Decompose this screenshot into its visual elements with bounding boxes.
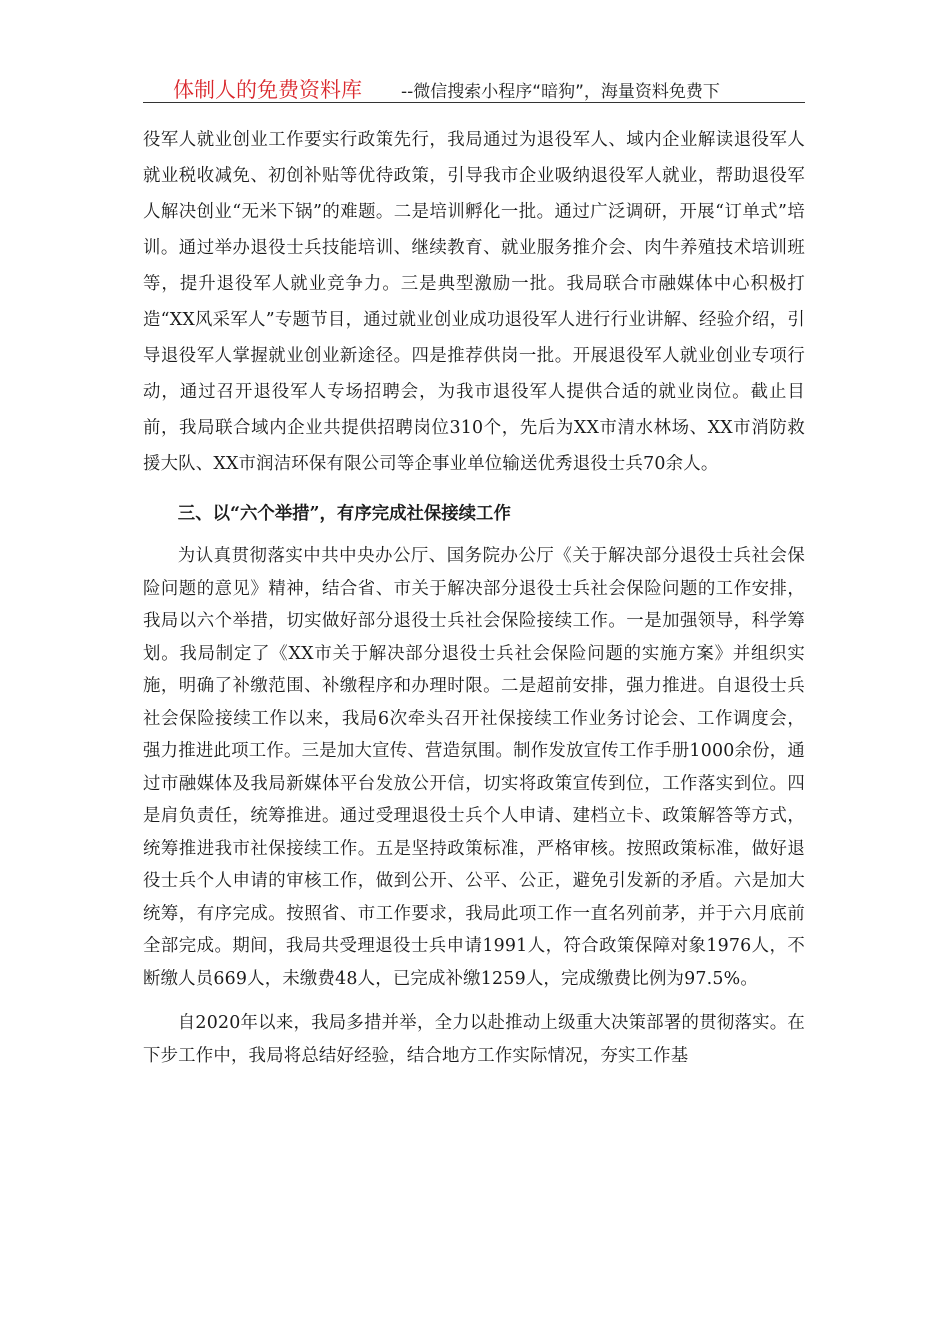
paragraph-gap [143,995,805,1007]
document-body [143,122,805,1072]
header-note: --微信搜索小程序“暗狗”，海量资料免费下 [401,82,720,102]
page-header [143,72,805,103]
paragraph-employment: 役军人就业创业工作要实行政策先行，我局通过为退役军人、域内企业解读退役军人就业税收减免、初创补贴等优待政策，引导我市企业吸纳退役军人就业，帮助退役军人解决创业“无米下锅”的难题。二是培训孵化一批。通过广泛调研，开展“订单式”培训。通过举办退役士兵技能培训、继续教育、就业服务推介会、肉牛养殖技术培训班等，提升退役军人就业竞争力。三是典型激励一批。我局联合市融媒体中心积极打造“XX风采军人”专题节目，通过就业创业成功退役军人进行行业讲解、经验介绍，引导退役军人掌握就业创业新途径。四是推荐供岗一批。开展退役军人就业创业专项行动，通过召开退役军人专场招聘会，为我市退役军人提供合适的就业岗位。截止目前，我局联合域内企业共提供招聘岗位310个，先后为XX市清水林场、XX市消防救援大队、XX市润洁环保有限公司等企事业单位输送优秀退役士兵70余人。 [143,130,805,474]
section-heading-3: 三、以“六个举措”，有序完成社保接续工作 [177,504,511,524]
paragraph-social-insurance: 为认真贯彻落实中共中央办公厅、国务院办公厅《关于解决部分退役士兵社会保险问题的意见》精神，结合省、市关于解决部分退役士兵社会保险问题的工作安排，我局以六个举措，切实做好部分退役士兵社会保险接续工作。一是加强领导，科学筹划。我局制定了《XX市关于解决部分退役士兵社会保险问题的实施方案》并组织实施，明确了补缴范围、补缴程序和办理时限。二是超前安排，强力推进。自退役士兵社会保险接续工作以来，我局6次牵头召开社保接续工作业务讨论会、工作调度会，强力推进此项工作。三是加大宣传、营造氛围。制作发放宣传工作手册1000余份，通过市融媒体及我局新媒体平台发放公开信，切实将政策宣传到位，工作落实到位。四是肩负责任，统筹推进。通过受理退役士兵个人申请、建档立卡、政策解答等方式，统筹推进我市社保接续工作。五是坚持政策标准，严格审核。按照政策标准，做好退役士兵个人申请的审核工作，做到公开、公平、公正，避免引发新的矛盾。六是加大统筹，有序完成。按照省、市工作要求，我局此项工作一直名列前茅，并于六月底前全部完成。期间，我局共受理退役士兵申请1991人，符合政策保障对象1976人，不断缴人员669人，未缴费48人，已完成补缴1259人，完成缴费比例为97.5%。 [143,546,805,989]
paragraph-conclusion: 自2020年以来，我局多措并举，全力以赴推动上级重大决策部署的贯彻落实。在下步工作中，我局将总结好经验，结合地方工作实际情况，夯实工作基 [143,1013,805,1066]
header-brand: 体制人的免费资料库 [173,78,362,102]
